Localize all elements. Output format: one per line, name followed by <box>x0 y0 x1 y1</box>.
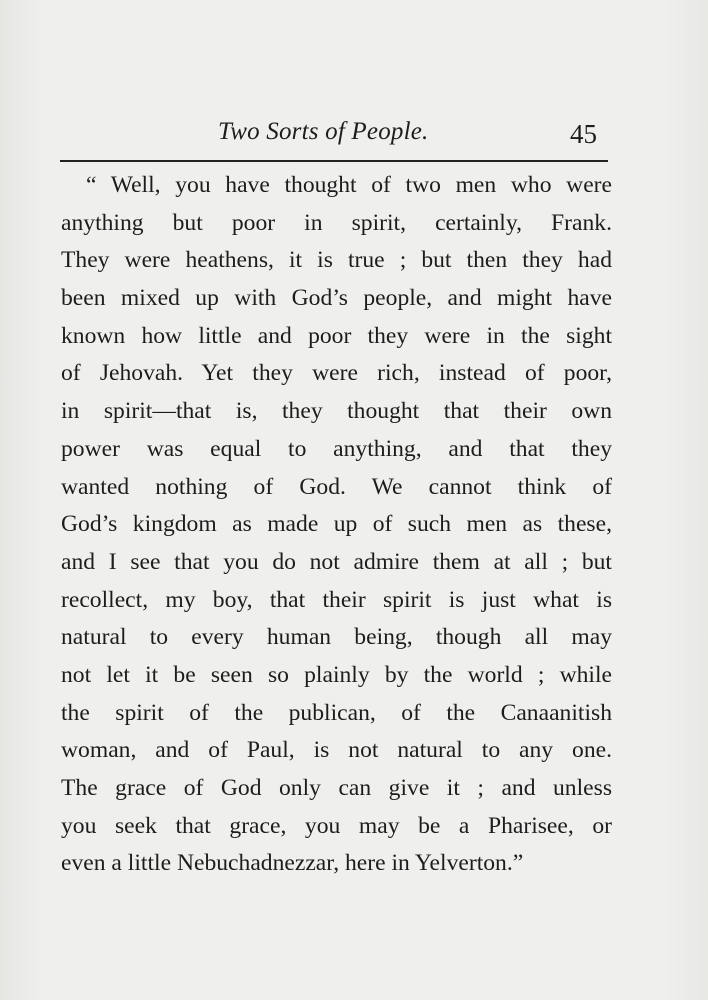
running-title: Two Sorts of People. <box>218 118 429 145</box>
text-line: you seek that grace, you may be a Pharisee, or <box>61 812 612 839</box>
text-line: “ Well, you have thought of two men who were <box>86 172 612 198</box>
text-line: woman, and of Paul, is not natural to any one. <box>61 737 612 764</box>
text-line: wanted nothing of God. We cannot think of <box>61 473 612 500</box>
text-line: in spirit—that is, they thought that their own <box>61 398 612 425</box>
page-number: 45 <box>570 119 597 149</box>
text-line: of Jehovah. Yet they were rich, instead of poor, <box>61 360 612 387</box>
text-line: anything but poor in spirit, certainly, Frank. <box>61 209 612 236</box>
text-line: and I see that you do not admire them at all ; but <box>61 548 612 575</box>
text-line: natural to every human being, though all may <box>61 624 612 651</box>
text-line: God’s kingdom as made up of such men as these, <box>61 511 612 538</box>
text-line: not let it be seen so plainly by the world ; while <box>61 661 612 688</box>
text-line: power was equal to anything, and that they <box>61 435 612 462</box>
text-line: They were heathens, it is true ; but then they had <box>61 247 612 274</box>
text-line: The grace of God only can give it ; and unless <box>61 775 612 801</box>
text-line: the spirit of the publican, of the Canaanitish <box>61 699 612 726</box>
text-line: been mixed up with God’s people, and might have <box>61 285 612 312</box>
header-rule <box>60 160 608 162</box>
body-text <box>61 167 612 883</box>
text-line: known how little and poor they were in the sight <box>61 322 612 349</box>
text-line: recollect, my boy, that their spirit is just what is <box>61 586 612 613</box>
text-line: even a little Nebuchadnezzar, here in Yelverton.” <box>61 850 524 877</box>
